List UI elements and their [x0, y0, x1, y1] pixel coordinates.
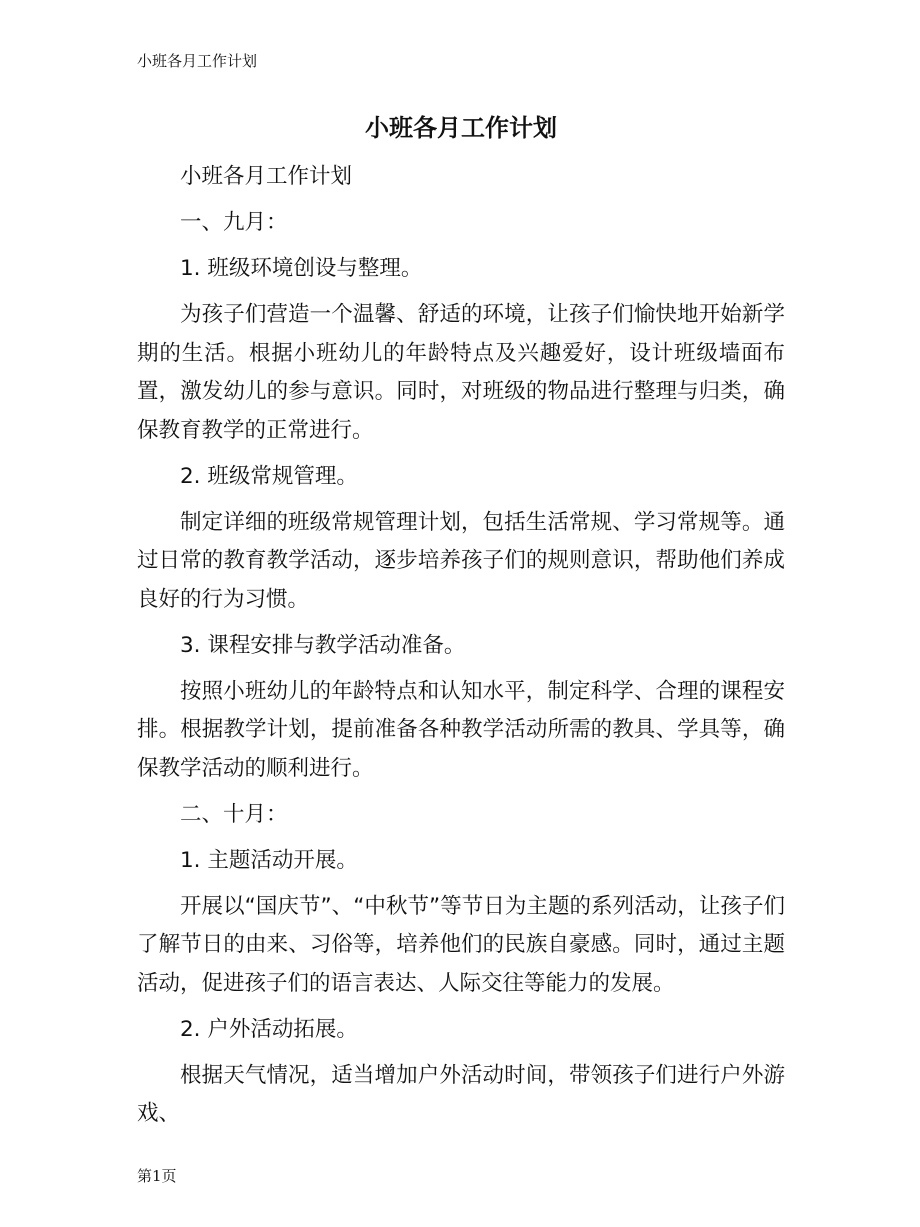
paragraph: 小班各月工作计划 — [180, 164, 353, 189]
paragraph: 按照小班幼儿的年龄特点和认知水平，制定科学、合理的课程安排。根据教学计划，提前准备各种教学活动所需的教具、学具等，确保教学活动的顺利进行。 — [137, 678, 785, 781]
paragraph: 制定详细的班级常规管理计划，包括生活常规、学习常规等。通过日常的教育教学活动，逐步培养孩子们的规则意识，帮助他们养成良好的行为习惯。 — [137, 509, 785, 612]
item-heading: 2. 班级常规管理。 — [180, 463, 358, 489]
paragraph: 开展以“国庆节”、“中秋节”等节日为主题的系列活动，让孩子们了解节日的由来、习俗等，培养他们的民族自豪感。同时，通过主题活动，促进孩子们的语言表达、人际交往等能力的发展。 — [137, 893, 785, 996]
document-title: 小班各月工作计划 — [365, 114, 557, 142]
item-heading: 1. 主题活动开展。 — [180, 847, 358, 873]
item-heading: 1. 班级环境创设与整理。 — [180, 256, 423, 281]
document-body — [137, 158, 785, 1141]
item-heading: 3. 课程安排与教学活动准备。 — [180, 632, 466, 658]
section-heading: 二、十月： — [180, 801, 288, 827]
paragraph: 为孩子们营造一个温馨、舒适的环境，让孩子们愉快地开始新学期的生活。根据小班幼儿的年龄特点及兴趣爱好，设计班级墙面布置，激发幼儿的参与意识。同时，对班级的物品进行整理与归类，确保教育教学的正常进行。 — [137, 302, 785, 443]
section-heading: 一、九月： — [180, 210, 288, 235]
paragraph: 根据天气情况，适当增加户外活动时间，带领孩子们进行户外游戏、 — [137, 1062, 785, 1126]
running-header: 小班各月工作计划 — [137, 52, 258, 70]
item-heading: 2. 户外活动拓展。 — [180, 1016, 358, 1042]
page-number: 第1页 — [137, 1167, 177, 1185]
